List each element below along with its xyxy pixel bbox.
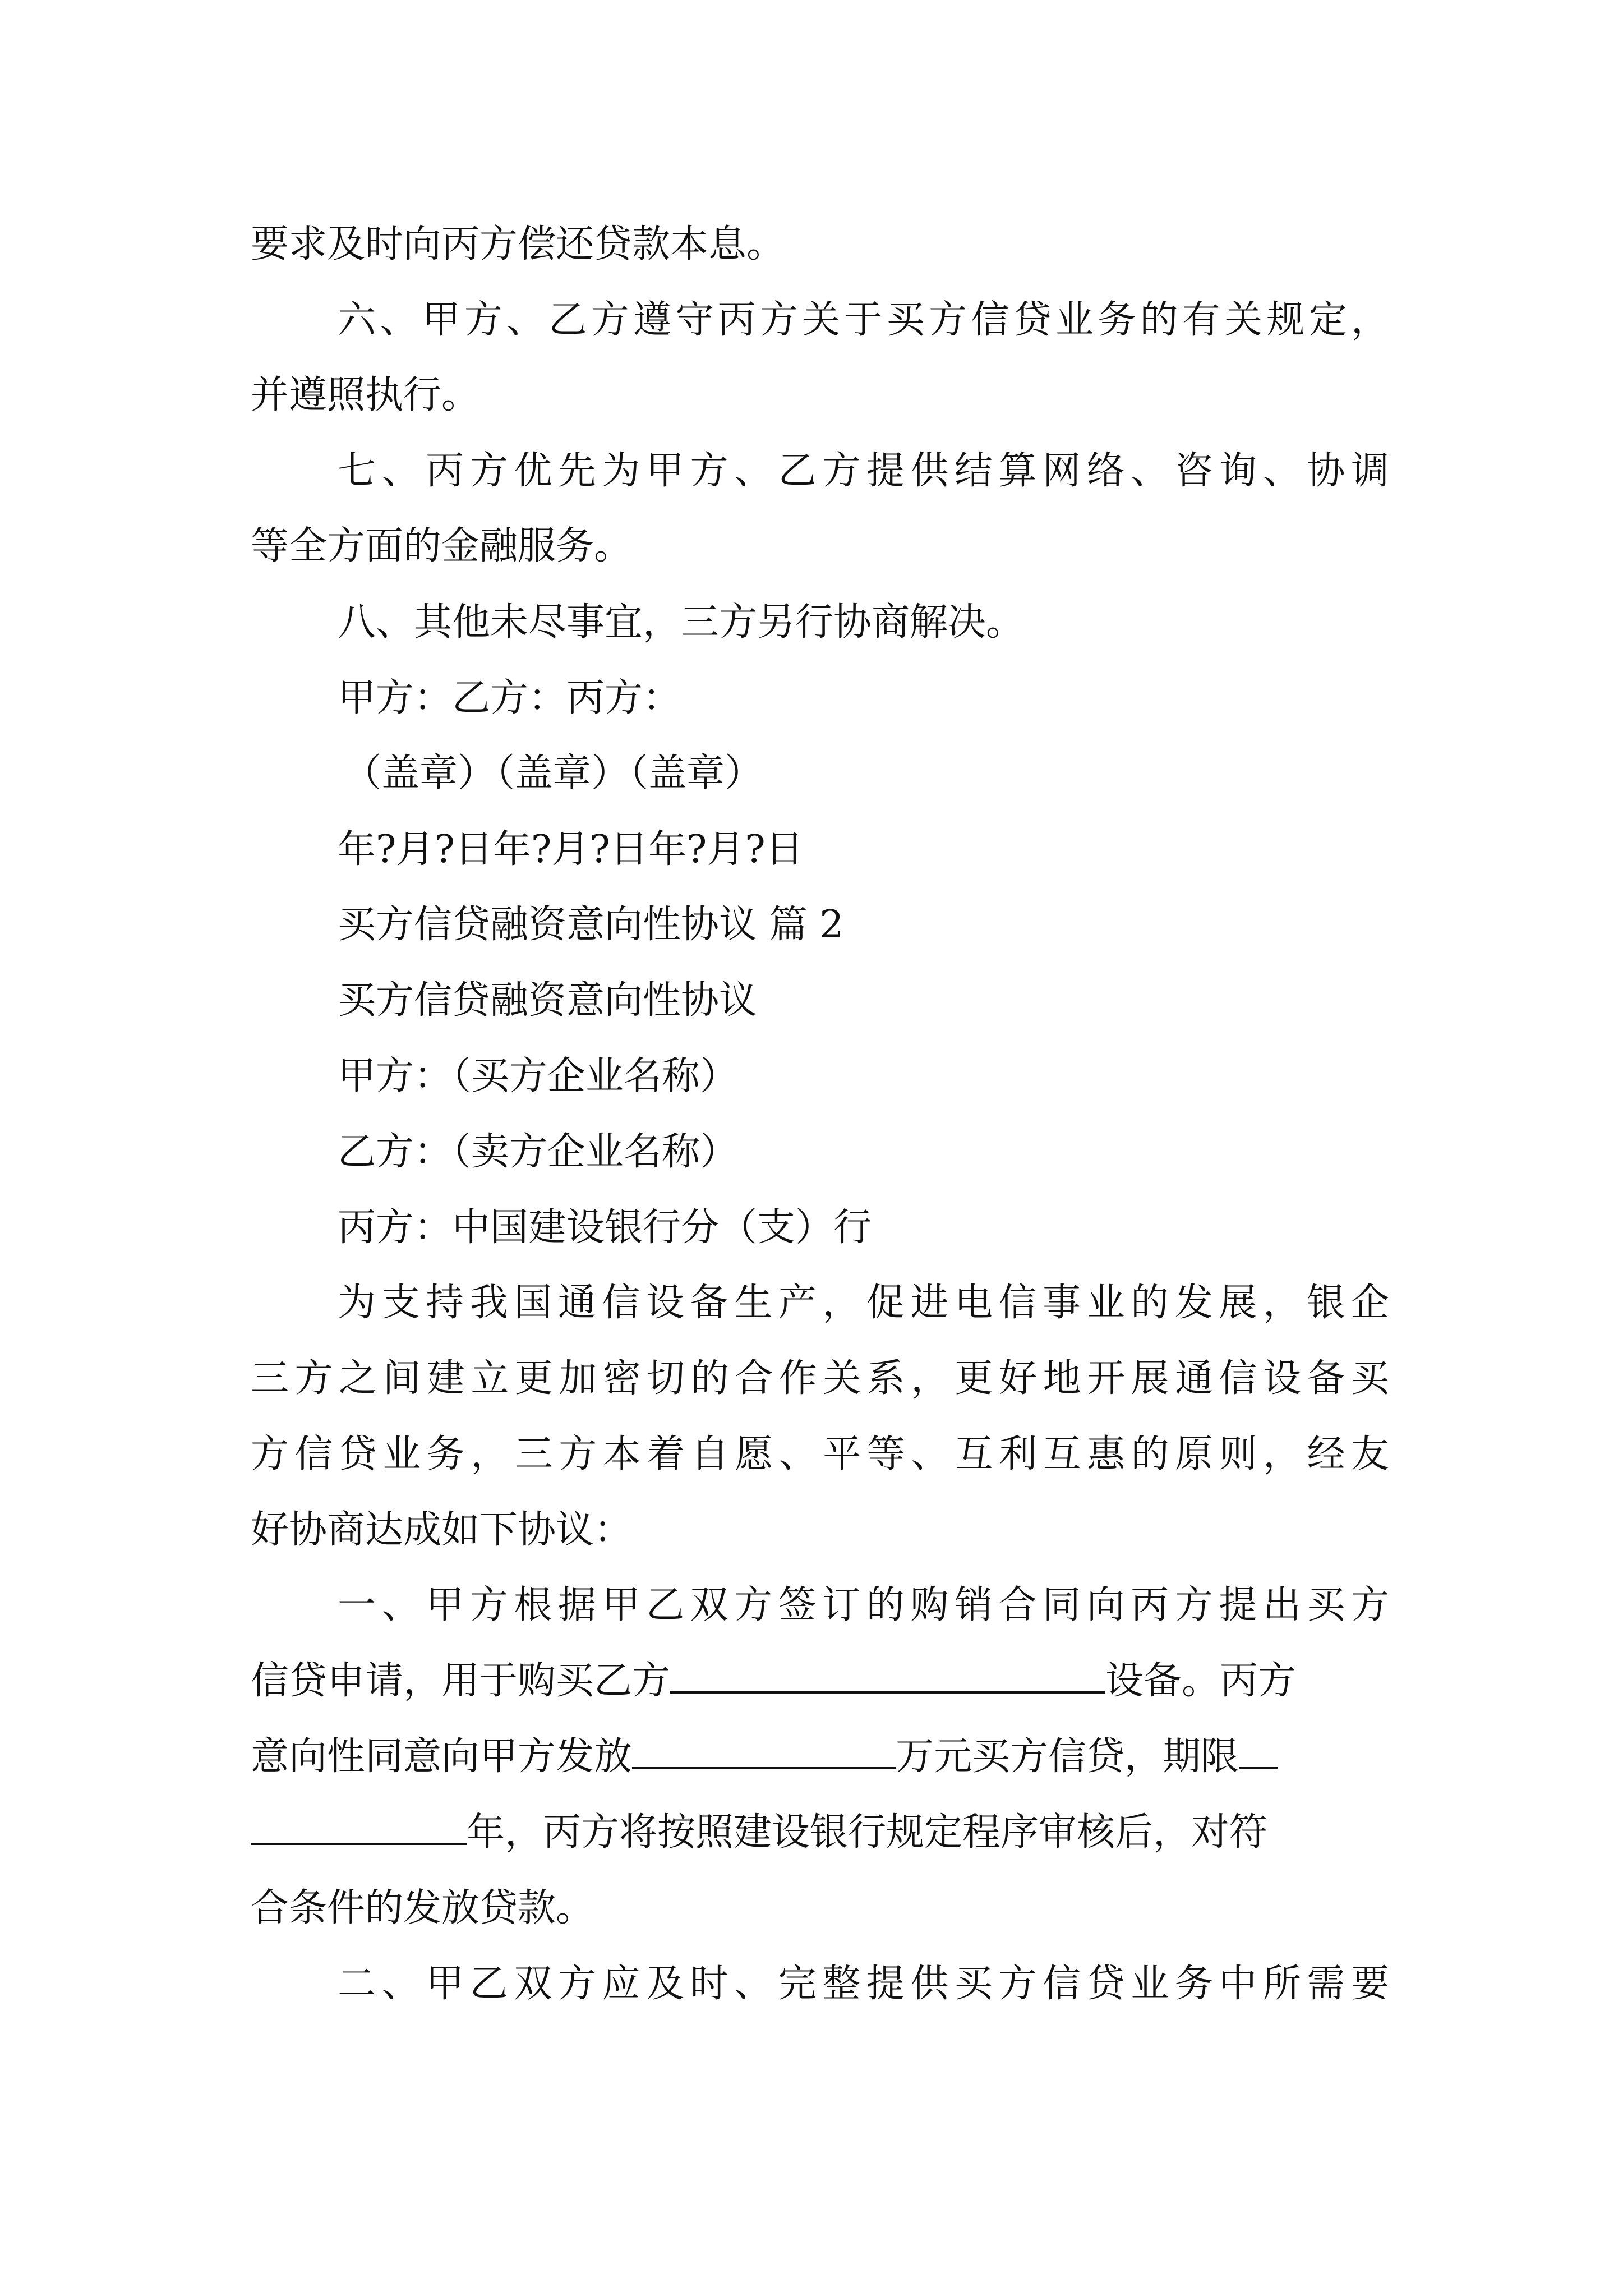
clause-1-line-5: 合条件的发放贷款。 (251, 1886, 594, 1930)
term-blank-end (251, 1809, 467, 1845)
party-a: 甲方：（买方企业名称） (338, 1054, 739, 1098)
preamble-line-2: 三方之间建立更加密切的合作关系，更好地开展通信设备买 (251, 1356, 1389, 1401)
clause-1-line-1: 一、甲方根据甲乙双方签订的购销合同向丙方提出买方 (338, 1583, 1389, 1627)
clause-1-text-a: 信贷申请，用于购买乙方 (251, 1659, 671, 1703)
preamble-line-3: 方信贷业务，三方本着自愿、平等、互利互惠的原则，经友 (251, 1432, 1389, 1476)
preamble-line-1: 为支持我国通信设备生产，促进电信事业的发展，银企 (338, 1281, 1389, 1325)
clause-1-text-b: 设备。丙方 (1105, 1659, 1297, 1703)
clause-1-line-2 (251, 1654, 1389, 1708)
clause-1-text-c: 意向性同意向甲方发放 (251, 1734, 633, 1779)
clause-1-text-d: 万元买方信贷，期限 (896, 1734, 1239, 1779)
signature-parties: 甲方：乙方：丙方： (338, 676, 681, 720)
clause-7-line-1: 七、丙方优先为甲方、乙方提供结算网络、咨询、协调 (338, 449, 1389, 493)
agreement-title: 买方信贷融资意向性协议 (338, 978, 758, 1023)
signature-dates: 年?月?日年?月?日年?月?日 (338, 827, 804, 872)
clause-1-line-3 (251, 1730, 1389, 1784)
preamble-line-4: 好协商达成如下协议： (251, 1508, 633, 1552)
clause-1-text-e: 年，丙方将按照建设银行规定程序审核后，对符 (467, 1810, 1268, 1855)
term-blank-start (1239, 1733, 1278, 1769)
equipment-blank (670, 1658, 1105, 1694)
party-c: 丙方：中国建设银行分（支）行 (338, 1205, 872, 1250)
party-b: 乙方：（卖方企业名称） (338, 1130, 739, 1174)
section-heading: 买方信贷融资意向性协议 篇 2 (338, 903, 844, 947)
clause-8: 八、其他未尽事宜，三方另行协商解决。 (338, 600, 1025, 645)
clause-6-line-2: 并遵照执行。 (251, 373, 480, 417)
clause-1-line-4 (251, 1806, 1389, 1860)
signature-seals: （盖章）（盖章）（盖章） (343, 751, 763, 795)
clause-2-line-1: 二、甲乙双方应及时、完整提供买方信贷业务中所需要 (338, 1962, 1389, 2006)
clause-7-line-2: 等全方面的金融服务。 (251, 524, 633, 568)
amount-blank (632, 1733, 896, 1769)
text-line: 要求及时向丙方偿还贷款本息。 (251, 222, 785, 266)
clause-6-line-1: 六、甲方、乙方遵守丙方关于买方信贷业务的有关规定， (338, 298, 1389, 342)
